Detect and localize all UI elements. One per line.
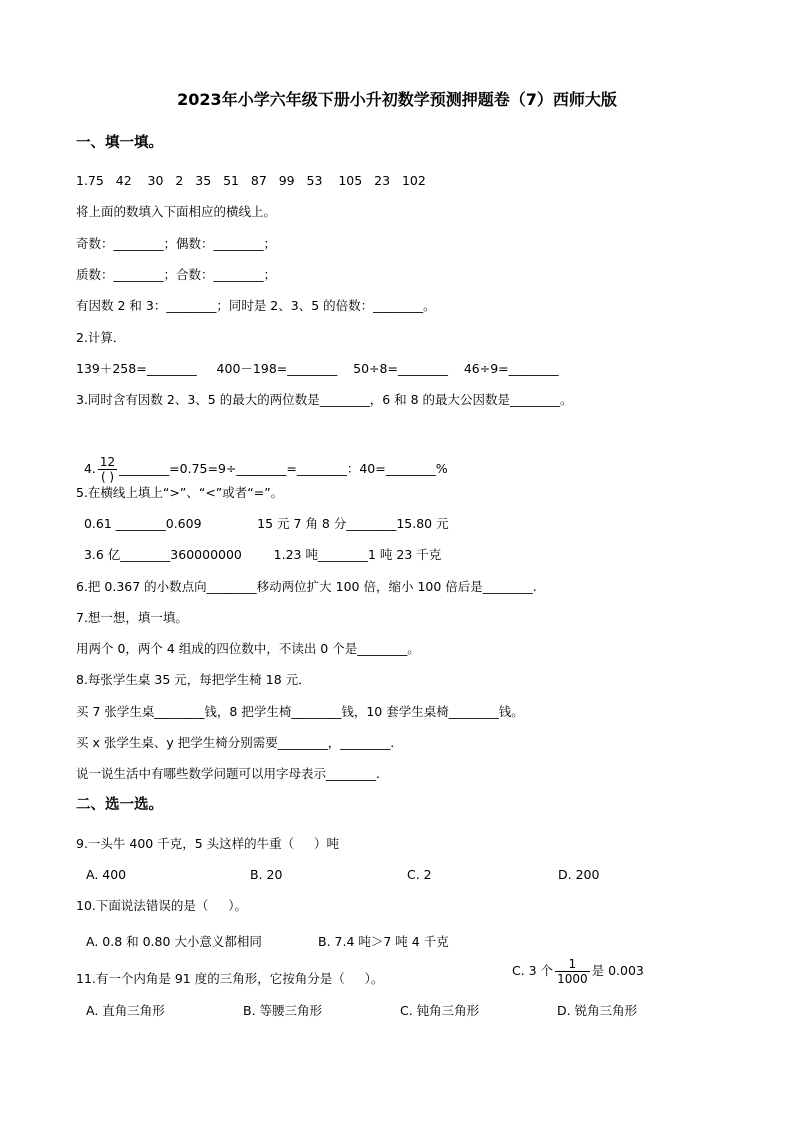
section-heading-choose: 二、选一选。 — [76, 797, 163, 813]
q10-fraction — [555, 957, 590, 986]
q11-stem: 11.有一个内角是 91 度的三角形，它按角分是（ ）。 — [76, 971, 384, 986]
q1-number-list: 1.75 42 30 2 35 51 87 99 53 105 23 102 — [76, 173, 426, 188]
q8-label: 8.每张学生桌 35 元，每把学生椅 18 元． — [76, 672, 311, 687]
q1-prime-composite: 质数：________；合数：________； — [76, 267, 277, 282]
q11-option-c[interactable]: C. 钝角三角形 — [400, 1003, 480, 1018]
q2-label: 2.计算． — [76, 330, 126, 345]
q10-option-c-suffix: 是 0.003 — [591, 963, 644, 978]
q10-option-a[interactable]: A. 0.8 和 0.80 大小意义都相同 — [86, 934, 262, 949]
q10-frac-denominator: 1000 — [557, 972, 588, 986]
q7-text: 用两个 0，两个 4 组成的四位数中，不读出 0 个是________。 — [76, 641, 420, 656]
q5-row1: 0.61 ________0.609 15 元 7 角 8 分________15.80 元 — [76, 516, 449, 531]
q4-frac-numerator: 12 — [99, 455, 116, 469]
q1-factors: 有因数 2 和 3：________；同时是 2、3、5 的倍数：________。 — [76, 298, 436, 313]
q1-odd-even: 奇数：________；偶数：________； — [76, 236, 277, 251]
q11-option-a[interactable]: A. 直角三角形 — [86, 1003, 165, 1018]
q9-option-b[interactable]: B. 20 — [250, 867, 283, 882]
q10-option-c[interactable] — [504, 926, 644, 986]
q9-stem: 9.一头牛 400 千克，5 头这样的牛重（ ）吨 — [76, 836, 340, 851]
q5-row2: 3.6 亿________360000000 1.23 吨________1 吨 23 千克 — [76, 547, 442, 562]
q9-option-a[interactable]: A. 400 — [86, 867, 127, 882]
q6-text: 6.把 0.367 的小数点向________移动两位扩大 100 倍，缩小 100 倍后是________. — [76, 579, 537, 594]
page-title: 2023年小学六年级下册小升初数学预测押题卷（7）西师大版 — [177, 90, 617, 109]
q8-line2: 买 x 张学生桌、y 把学生椅分别需要________，________. — [76, 735, 395, 750]
q10-option-c-prefix: C. 3 个 — [511, 963, 554, 978]
q8-line1: 买 7 张学生桌________钱，8 把学生椅________钱，10 套学生桌椅________钱。 — [76, 704, 524, 719]
q4-fraction — [98, 455, 117, 484]
q11-option-d[interactable]: D. 锐角三角形 — [557, 1003, 638, 1018]
q10-option-b[interactable]: B. 7.4 吨＞7 吨 4 千克 — [318, 934, 449, 949]
q4-prefix: 4. — [83, 461, 96, 476]
q7-label: 7.想一想，填一填。 — [76, 610, 188, 625]
q4-frac-denominator: ( ) — [98, 469, 117, 484]
q1-instruction: 将上面的数填入下面相应的横线上。 — [76, 204, 277, 219]
section-heading-fill: 一、填一填。 — [76, 135, 163, 151]
q3-text: 3.同时含有因数 2、3、5 的最大的两位数是________，6 和 8 的最大公因数是________。 — [76, 392, 573, 407]
q9-option-c[interactable]: C. 2 — [407, 867, 432, 882]
q8-line3: 说一说生活中有哪些数学问题可以用字母表示________. — [76, 766, 380, 781]
q5-label: 5.在横线上填上“>”、“<”或者“=”。 — [76, 485, 284, 500]
q9-option-d[interactable]: D. 200 — [558, 867, 600, 882]
q10-frac-numerator: 1 — [568, 957, 577, 971]
q10-stem: 10.下面说法错误的是（ ）。 — [76, 898, 247, 913]
q11-option-b[interactable]: B. 等腰三角形 — [243, 1003, 323, 1018]
q2-calculations: 139＋258=________ 400－198=________ 50÷8=________ 46÷9=________ — [76, 361, 559, 376]
q4-line — [76, 424, 448, 484]
q4-rest: ________=0.75=9÷________=________：40=________% — [119, 461, 448, 476]
